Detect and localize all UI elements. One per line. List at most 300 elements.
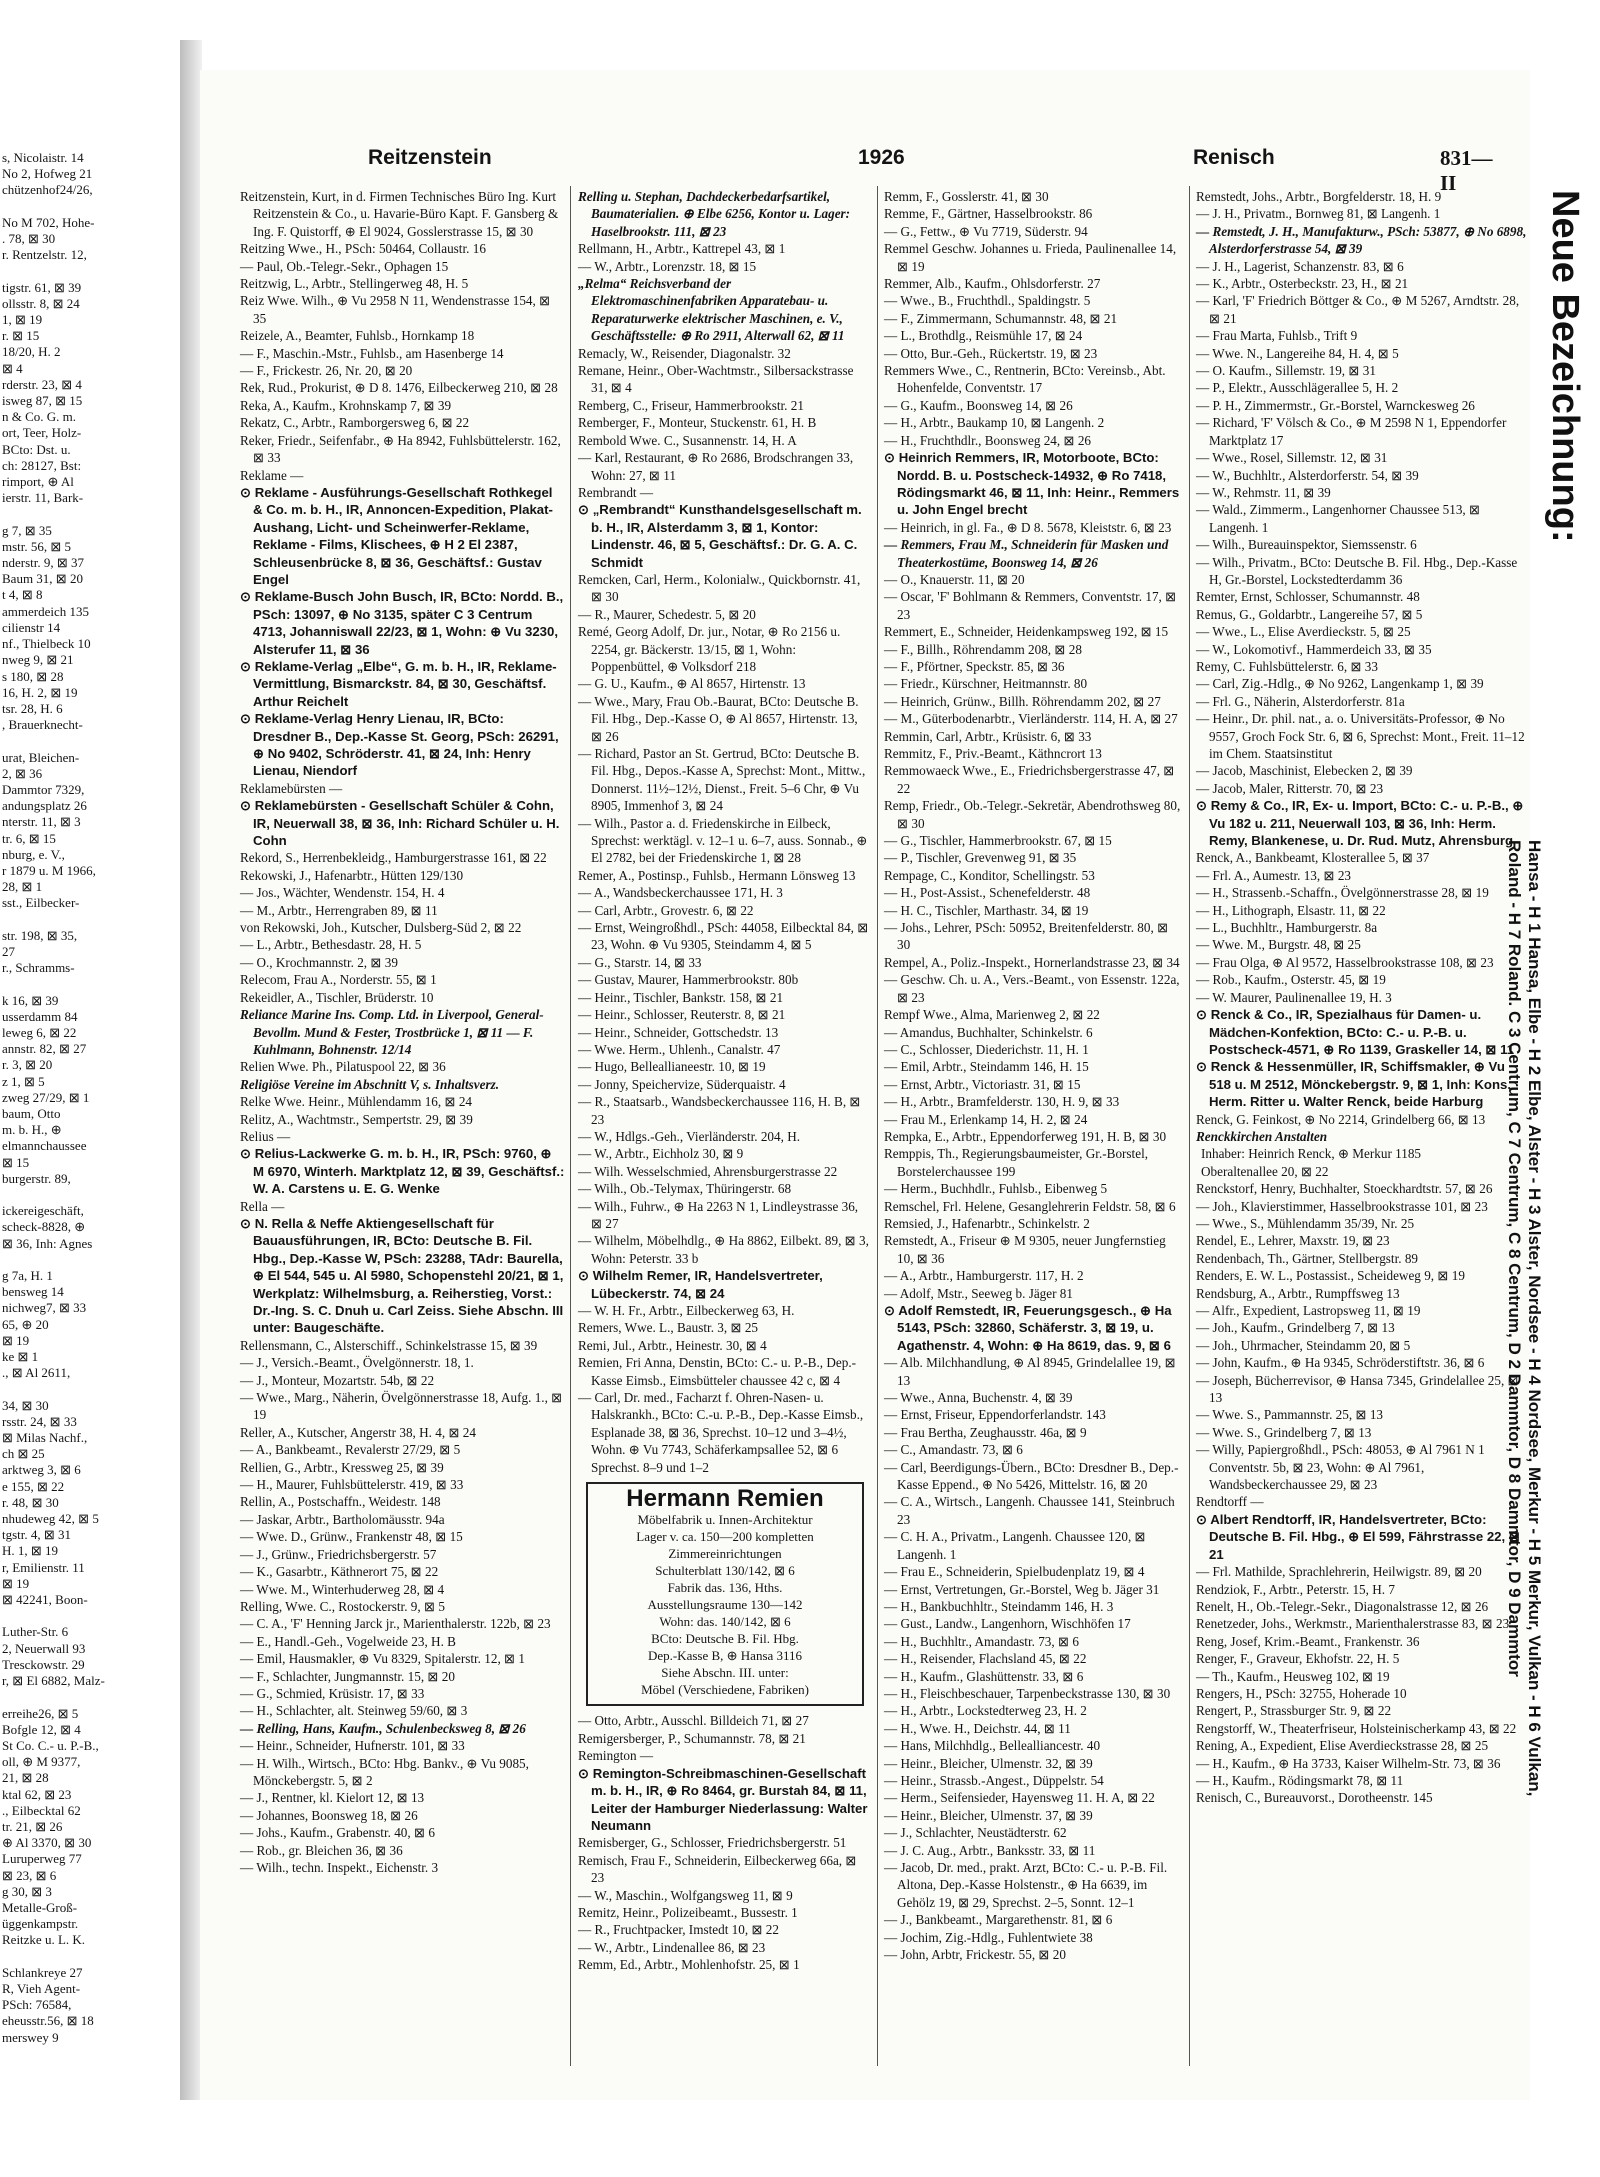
directory-entry: — Johs., Lehrer, PSch: 50952, Breitenfelderstr. 80, ⊠ 30 bbox=[884, 920, 1169, 953]
left-page-line: elmannchaussee bbox=[2, 1138, 87, 1154]
directory-entry: — G., Kaufm., Boonsweg 14, ⊠ 26 bbox=[884, 397, 1073, 413]
directory-entry: — Frau M., Erlenkamp 14, H. 2, ⊠ 24 bbox=[884, 1111, 1088, 1127]
directory-entry: Rendel, E., Lehrer, Maxstr. 19, ⊠ 23 bbox=[1196, 1233, 1390, 1249]
directory-entry: — Frau Olga, ⊕ Al 9572, Hasselbrookstrasse 108, ⊠ 23 bbox=[1196, 954, 1494, 970]
directory-entry: Remi, Jul., Arbtr., Heinestr. 30, ⊠ 4 bbox=[578, 1337, 767, 1353]
directory-entry: Reitzenstein, Kurt, in d. Firmen Technisches Büro Ing. Kurt Reitzenstein & Co., u. Havarie-Büro Kapt. F. Gansberg & Ing. F. Quistorff, ⊕ El 9024, Gosslerstrasse 15, ⊠ 30 bbox=[240, 189, 559, 239]
directory-entry: Reller, A., Kutscher, Angerstr 38, H. 4, ⊠ 24 bbox=[240, 1424, 476, 1440]
directory-entry: — Wilh., Fuhrw., ⊕ Ha 2263 N 1, Lindleystrasse 36, ⊠ 27 bbox=[578, 1198, 859, 1231]
directory-entry: — Wilh., Bureauinspektor, Siemssenstr. 6 bbox=[1196, 537, 1417, 553]
directory-entry: — H., Post-Assist., Schenefelderstr. 48 bbox=[884, 885, 1091, 901]
directory-entry: ⊙ Reklame-Verlag „Elbe“, G. m. b. H., IR, Reklame-Vermittlung, Bismarckstr. 84, ⊠ 30, Geschäftsf. Arthur Reichelt bbox=[240, 658, 557, 709]
left-page-line: ke ⊠ 1 bbox=[2, 1349, 39, 1365]
left-page-line: r. 3, ⊠ 20 bbox=[2, 1057, 53, 1073]
directory-entry: — Frl. G., Näherin, Alsterdorferstr. 81a bbox=[1196, 693, 1405, 709]
directory-entry: Renders, E. W. L., Postassist., Scheideweg 9, ⊠ 19 bbox=[1196, 1268, 1465, 1284]
directory-entry: — Otto, Bur.-Geh., Rückertstr. 19, ⊠ 23 bbox=[884, 345, 1098, 361]
directory-entry: — Joseph, Bücherrevisor, ⊕ Hansa 7345, Grindelallee 25, ⊠ 13 bbox=[1196, 1372, 1519, 1406]
directory-entry: — Karl, 'F' Friedrich Böttger & Co., ⊕ M 5267, Arndtstr. 28, ⊠ 21 bbox=[1196, 293, 1520, 326]
left-page-line: scheck-8828, ⊕ bbox=[2, 1219, 86, 1235]
left-page-line: ⊕ Al 3370, ⊠ 30 bbox=[2, 1835, 92, 1851]
directory-entry: Rella — bbox=[240, 1198, 285, 1214]
left-page-line: annstr. 82, ⊠ 27 bbox=[2, 1041, 87, 1057]
left-page-line: nburg, e. V., bbox=[2, 846, 65, 862]
directory-entry: ⊙ Reklame-Verlag Henry Lienau, IR, BCto: Dresdner B., Dep.-Kasse St. Georg, PSch: 26291, ⊕ No 9402, Schröderstr. 41, ⊠ 24, Inh: Henry Lienau, Niendorf bbox=[240, 711, 559, 779]
left-page-line: rderstr. 23, ⊠ 4 bbox=[2, 376, 82, 392]
left-page-line: 1, ⊠ 19 bbox=[2, 312, 43, 328]
advertisement-line: BCto: Deutsche B. Fil. Hbg. bbox=[651, 1631, 799, 1647]
directory-entry: — Wwe. Herm., Uhlenh., Canalstr. 47 bbox=[578, 1041, 781, 1057]
directory-entry: — L., Arbtr., Bethesdastr. 28, H. 5 bbox=[240, 937, 422, 953]
directory-entry: Rek, Rud., Prokurist, ⊕ D 8. 1476, Eilbeckerweg 210, ⊠ 28 bbox=[240, 380, 558, 396]
directory-entry: — Amandus, Buchhalter, Schinkelstr. 6 bbox=[884, 1024, 1093, 1040]
directory-entry: ⊙ Reklamebürsten - Gesellschaft Schüler & Cohn, IR, Neuerwall 38, ⊠ 36, Inh: Richard Schüler u. H. Cohn bbox=[240, 798, 560, 849]
left-page-line: ammerdeich 135 bbox=[2, 603, 89, 619]
directory-entry: ⊙ Relius-Lackwerke G. m. b. H., IR, PSch: 9760, ⊕ M 6970, Winterh. Marktplatz 12, ⊠ 39, Geschäftsf.: W. A. Carstens u. E. G. Wenke bbox=[240, 1146, 565, 1197]
directory-entry: — M., Güterbodenarbtr., Vierländerstr. 114, H. A, ⊠ 27 bbox=[884, 711, 1178, 727]
directory-entry: ⊙ Renck & Co., IR, Spezialhaus für Damen- u. Mädchen-Konfektion, BCto: C.- u. P.-B. u. Postscheck-4571, ⊕ Ro 1139, Graskeller 14, ⊠ 11 bbox=[1196, 1007, 1515, 1057]
directory-entry: — Wilh., techn. Inspekt., Eichenstr. 3 bbox=[240, 1860, 439, 1875]
directory-entry: — J., Grünw., Friedrichsbergerstr. 57 bbox=[240, 1546, 437, 1562]
directory-entry: — P., Elektr., Ausschlägerallee 5, H. 2 bbox=[1196, 380, 1399, 396]
directory-entry: Remmer, Alb., Kaufm., Ohlsdorferstr. 27 bbox=[884, 276, 1101, 292]
directory-entry: Rellmann, H., Arbtr., Kattrepel 43, ⊠ 1 bbox=[578, 241, 786, 257]
directory-entry: — John, Arbtr, Frickestr. 55, ⊠ 20 bbox=[884, 1947, 1066, 1963]
left-page-line: str. 198, ⊠ 35, bbox=[2, 927, 78, 943]
left-page-line: ⊠ 36, Inh: Agnes bbox=[2, 1235, 93, 1251]
directory-entry: — H., Strassenb.-Schaffn., Övelgönnerstrasse 28, ⊠ 19 bbox=[1196, 885, 1489, 901]
directory-entry: — Remmers, Frau M., Schneiderin für Masken und Theaterkostüme, Boonsweg 14, ⊠ 26 bbox=[884, 537, 1169, 570]
directory-entry: Remberger, F., Monteur, Stuckenstr. 61, H. B bbox=[578, 415, 817, 431]
directory-entry: Renckkirchen Anstalten bbox=[1196, 1128, 1328, 1144]
side-exchange-codes bbox=[1504, 840, 1544, 1796]
directory-entry: ⊙ Wilhelm Remer, IR, Handelsvertreter, Lübeckerstr. 74, ⊠ 24 bbox=[578, 1268, 823, 1301]
directory-entry: — L., Buchhltr., Hamburgerstr. 8a bbox=[1196, 920, 1378, 936]
directory-entry: — W., Arbtr., Eichholz 30, ⊠ 9 bbox=[578, 1146, 744, 1162]
directory-entry: — Frau Marta, Fuhlsb., Trift 9 bbox=[1196, 328, 1358, 344]
directory-entry: — O., Krochmannstr. 2, ⊠ 39 bbox=[240, 954, 398, 970]
column-divider bbox=[570, 186, 571, 2066]
directory-entry: — J., Monteur, Mozartstr. 54b, ⊠ 22 bbox=[240, 1372, 435, 1388]
directory-entry: Rendsburg, A., Arbtr., Rumpffsweg 13 bbox=[1196, 1285, 1400, 1301]
directory-entry: — P. H., Zimmermstr., Gr.-Borstel, Warnckesweg 26 bbox=[1196, 397, 1475, 413]
advertisement-line: Wohn: das. 140/142, ⊠ 6 bbox=[659, 1614, 791, 1630]
directory-entry: — Ernst, Vertretungen, Gr.-Borstel, Weg b. Jäger 31 bbox=[884, 1581, 1160, 1597]
directory-entry: Renck, A., Bankbeamt, Klosterallee 5, ⊠ 37 bbox=[1196, 850, 1430, 866]
directory-entry: — J. H., Privatm., Bornweg 81, ⊠ Langenh. 1 bbox=[1196, 206, 1441, 222]
directory-entry: Remmers Wwe., C., Rentnerin, BCto: Vereinsb., Abt. Hohenfelde, Conventstr. 17 bbox=[884, 363, 1166, 396]
directory-entry: — Rob., gr. Bleichen 36, ⊠ 36 bbox=[240, 1842, 403, 1858]
directory-entry: — P., Tischler, Grevenweg 91, ⊠ 35 bbox=[884, 850, 1077, 866]
directory-entry: Rellensmann, C., Alsterschiff., Schinkelstrasse 15, ⊠ 39 bbox=[240, 1337, 538, 1353]
left-page-line: merswey 9 bbox=[2, 2029, 59, 2045]
page-header bbox=[258, 146, 1508, 195]
left-page-line: Metalle-Groß- bbox=[2, 1899, 78, 1915]
directory-entry: — H., Arbtr., Lockstedterweg 23, H. 2 bbox=[884, 1703, 1087, 1719]
column-1 bbox=[240, 188, 565, 2068]
directory-entry: — F., Schlachter, Jungmannstr. 15, ⊠ 20 bbox=[240, 1668, 455, 1684]
directory-entry: — Johs., Kaufm., Grabenstr. 40, ⊠ 6 bbox=[240, 1825, 435, 1841]
left-page-line: ch: 28127, Bst: bbox=[2, 457, 82, 473]
directory-entry: Reka, A., Kaufm., Krohnskamp 7, ⊠ 39 bbox=[240, 397, 452, 413]
directory-entry: — Jos., Wächter, Wendenstr. 154, H. 4 bbox=[240, 885, 445, 901]
directory-entry: Relecom, Frau A., Norderstr. 55, ⊠ 1 bbox=[240, 972, 437, 988]
directory-entry: Remberg, C., Friseur, Hammerbrookstr. 21 bbox=[578, 397, 804, 413]
directory-entry: — Wilhelm, Möbelhdlg., ⊕ Ha 8862, Eilbekt. 89, ⊠ 3, Wohn: Peterstr. 33 b bbox=[578, 1233, 869, 1266]
left-page-line: rsstr. 24, ⊠ 33 bbox=[2, 1413, 77, 1429]
left-page-line: . 78, ⊠ 30 bbox=[2, 231, 56, 247]
page-number: 831—II bbox=[1440, 146, 1493, 195]
side-notice bbox=[1505, 190, 1588, 2070]
directory-entry: Rekeidler, A., Tischler, Brüderstr. 10 bbox=[240, 989, 434, 1005]
directory-entry: Remstedt, Johs., Arbtr., Borgfelderstr. 18, H. 9 bbox=[1196, 189, 1442, 204]
directory-entry: — G., Schmied, Krüsistr. 17, ⊠ 33 bbox=[240, 1685, 425, 1701]
directory-entry: — John, Kaufm., ⊕ Ha 9345, Schröderstiftstr. 36, ⊠ 6 bbox=[1196, 1355, 1485, 1371]
directory-entry: — W., Arbtr., Lorenzstr. 18, ⊠ 15 bbox=[578, 258, 757, 274]
left-page-line: Bofgle 12, ⊠ 4 bbox=[2, 1721, 81, 1737]
directory-entry: — A., Bankbeamt., Revalerstr 27/29, ⊠ 5 bbox=[240, 1442, 461, 1458]
directory-entry: — R., Staatsarb., Wandsbeckerchaussee 116, H. B, ⊠ 23 bbox=[578, 1094, 861, 1127]
left-page-line: e 155, ⊠ 22 bbox=[2, 1478, 65, 1494]
directory-entry: Remien, Fri Anna, Denstin, BCto: C.- u. P.-B., Dep.-Kasse Eimsb., Eimsbütteler chaussee 42 c, ⊠ 4 bbox=[578, 1355, 857, 1388]
left-page-line: ⊠ 42241, Boon- bbox=[2, 1592, 88, 1608]
directory-entry: — Heinr., Schlosser, Reuterstr. 8, ⊠ 21 bbox=[578, 1007, 786, 1023]
directory-entry: — J. C. Aug., Arbtr., Banksstr. 33, ⊠ 11 bbox=[884, 1842, 1096, 1858]
left-page-line: ch ⊠ 25 bbox=[2, 1446, 45, 1462]
directory-entry: — W., Hdlgs.-Geh., Vierländerstr. 204, H. bbox=[578, 1128, 801, 1144]
directory-entry: — Alb. Milchhandlung, ⊕ Al 8945, Grindelallee 19, ⊠ 13 bbox=[884, 1355, 1176, 1388]
directory-entry: — G., Starstr. 14, ⊠ 33 bbox=[578, 954, 702, 970]
left-page-line: mstr. 56, ⊠ 5 bbox=[2, 538, 72, 554]
left-page-line: BCto: Dst. u. bbox=[2, 441, 71, 457]
left-page-line: üggenkampstr. bbox=[2, 1916, 79, 1932]
left-page-line: t 4, ⊠ 8 bbox=[2, 587, 43, 603]
directory-entry: — K., Gasarbtr., Käthnerort 75, ⊠ 22 bbox=[240, 1564, 439, 1580]
directory-entry: Remmel Geschw. Johannes u. Frieda, Paulinenallee 14, ⊠ 19 bbox=[884, 241, 1177, 274]
directory-entry: — H., Arbtr., Bramfelderstr. 130, H. 9, ⊠ 33 bbox=[884, 1094, 1120, 1110]
directory-entry: — W., Buchhltr., Alsterdorferstr. 54, ⊠ 39 bbox=[1196, 467, 1419, 483]
directory-entry: — F., Zimmermann, Schumannstr. 48, ⊠ 21 bbox=[884, 310, 1118, 326]
directory-entry: — Wwe. N., Langereihe 84, H. 4, ⊠ 5 bbox=[1196, 345, 1399, 361]
directory-entry: — Ernst, Arbtr., Victoriastr. 31, ⊠ 15 bbox=[884, 1076, 1081, 1092]
directory-entry: — Wwe., B., Fruchthdl., Spaldingstr. 5 bbox=[884, 293, 1091, 309]
directory-entry: — K., Arbtr., Osterbeckstr. 23, H., ⊠ 21 bbox=[1196, 276, 1409, 292]
directory-entry: — Karl, Restaurant, ⊕ Ro 2686, Brodschrangen 33, Wohn: 27, ⊠ 11 bbox=[578, 450, 854, 483]
left-page-line: leweg 6, ⊠ 22 bbox=[2, 1024, 77, 1040]
column-3 bbox=[884, 188, 1184, 2068]
directory-entry: — Joh., Uhrmacher, Steindamm 20, ⊠ 5 bbox=[1196, 1337, 1411, 1353]
directory-entry: — H., Kaufm., ⊕ Ha 3733, Kaiser Wilhelm-Str. 73, ⊠ 36 bbox=[1196, 1755, 1501, 1771]
left-page-line: bensweg 14 bbox=[2, 1284, 64, 1300]
left-page-line: nterstr. 11, ⊠ 3 bbox=[2, 814, 81, 830]
left-page-line: PSch: 76584, bbox=[2, 1997, 72, 2013]
directory-entry: Relius — bbox=[240, 1128, 291, 1144]
directory-entry: — F., Frickestr. 26, Nr. 20, ⊠ 20 bbox=[240, 363, 413, 379]
directory-entry: — Frl. A., Aumestr. 13, ⊠ 23 bbox=[1196, 867, 1352, 883]
directory-entry: — Carl, Beerdigungs-Übern., BCto: Dresdner B., Dep.-Kasse Eppend., ⊕ No 5426, Mittelstr. 16, ⊠ 20 bbox=[884, 1459, 1179, 1493]
directory-entry: — Alfr., Expedient, Lastropsweg 11, ⊠ 19 bbox=[1196, 1303, 1421, 1318]
directory-entry: Remitz, Heinr., Polizeibeamt., Bussestr. 1 bbox=[578, 1904, 798, 1920]
left-page-line: tgstr. 4, ⊠ 31 bbox=[2, 1527, 72, 1543]
directory-entry: — Wwe., L., Elise Averdieckstr. 5, ⊠ 25 bbox=[1196, 624, 1411, 640]
directory-entry: — J., Versich.-Beamt., Övelgönnerstr. 18, 1. bbox=[240, 1355, 474, 1371]
directory-entry: — Wwe., Anna, Buchenstr. 4, ⊠ 39 bbox=[884, 1390, 1073, 1406]
directory-entry: — F., Billh., Röhrendamm 208, ⊠ 28 bbox=[884, 641, 1082, 657]
directory-entry: Remp, Friedr., Ob.-Telegr.-Sekretär, Abendrothsweg 80, ⊠ 30 bbox=[884, 798, 1181, 831]
directory-entry: Relien Wwe. Ph., Pilatuspool 22, ⊠ 36 bbox=[240, 1059, 446, 1075]
left-page-line: zweg 27/29, ⊠ 1 bbox=[2, 1089, 90, 1105]
directory-entry: Remstedt, A., Friseur ⊕ M 9305, neuer Jungfernstieg 10, ⊠ 36 bbox=[884, 1233, 1166, 1266]
left-page-line: r, ⊠ El 6882, Malz- bbox=[2, 1673, 105, 1689]
left-page-line: R, Vieh Agent- bbox=[2, 1980, 81, 1996]
directory-entry: Rendtorff — bbox=[1196, 1494, 1264, 1510]
directory-entry: Remmitz, F., Priv.-Beamt., Käthncrort 13 bbox=[884, 746, 1102, 761]
directory-entry: Remane, Heinr., Ober-Wachtmstr., Silbersackstrasse 31, ⊠ 4 bbox=[578, 363, 854, 396]
left-page-line: Schlankreye 27 bbox=[2, 1964, 83, 1980]
directory-entry: Rengers, H., PSch: 32755, Hoheradе 10 bbox=[1196, 1685, 1407, 1701]
left-page-line: r., Schramms- bbox=[2, 960, 75, 976]
left-page-line: g 7, ⊠ 35 bbox=[2, 522, 52, 538]
directory-entry: Remm, F., Gosslerstr. 41, ⊠ 30 bbox=[884, 189, 1049, 204]
side-line-2: Roland - H 7 Roland. C 3 Centrum, C 7 Centrum, C 8 Centrum, D 2 Dammtor, D 8 Dammtor, D 9 Dammtor bbox=[1505, 840, 1524, 1677]
left-page-line: ., ⊠ Al 2611, bbox=[2, 1365, 71, 1381]
directory-entry: Rempka, E., Arbtr., Eppendorferweg 191, H. B, ⊠ 30 bbox=[884, 1128, 1167, 1144]
advertisement-line: Lager v. ca. 150—200 kompletten bbox=[636, 1529, 814, 1545]
advertisement-title: Hermann Remien bbox=[626, 1485, 824, 1513]
directory-entry: „Relma“ Reichsverband der Elektromaschinenfabriken Apparatebau- u. Reparaturwerke elektrischer Maschinen, e. V., Geschäftsstelle: ⊕ Ro 2911, Alterwall 62, ⊠ 11 bbox=[578, 276, 845, 344]
left-page-line: burgerstr. 89, bbox=[2, 1170, 71, 1186]
directory-entry: — Gustav, Maurer, Hammerbrookstr. 80b bbox=[578, 972, 799, 988]
left-page-line: erreihe26, ⊠ 5 bbox=[2, 1705, 79, 1721]
directory-entry: — Richard, 'F' Völsch & Co., ⊕ M 2598 N 1, Eppendorfer Marktplatz 17 bbox=[1196, 415, 1507, 448]
directory-entry: — H. C., Tischler, Marthastr. 34, ⊠ 19 bbox=[884, 902, 1089, 918]
directory-entry: Relling, Wwe. C., Rostockerstr. 9, ⊠ 5 bbox=[240, 1598, 445, 1614]
directory-entry: Remé, Georg Adolf, Dr. jur., Notar, ⊕ Ro 2156 u. 2254, gr. Bäckerstr. 13/15, ⊠ 1, Wohn: Poppenbüttel, ⊕ Volksdorf 218 bbox=[578, 624, 841, 674]
advertisement-line: Siehe Abschn. III. unter: bbox=[661, 1665, 789, 1681]
directory-entry: — H., Kaufm., Glashüttenstr. 33, ⊠ 6 bbox=[884, 1668, 1084, 1684]
left-page-line: usserdamm 84 bbox=[2, 1008, 78, 1024]
directory-entry: — W., Arbtr., Lindenallee 86, ⊠ 23 bbox=[578, 1939, 766, 1955]
directory-entry: — Wilh. Wesselschmied, Ahrensburgerstrasse 22 bbox=[578, 1163, 838, 1179]
directory-entry: — H., Arbtr., Baukamp 10, ⊠ Langenh. 2 bbox=[884, 415, 1105, 431]
directory-entry: Rembrandt — bbox=[578, 484, 654, 500]
left-page-fragment bbox=[0, 150, 178, 2045]
directory-entry: — Joh., Klavierstimmer, Hasselbrookstrasse 101, ⊠ 23 bbox=[1196, 1198, 1488, 1214]
directory-entry: Remy, C. Fuhlsbüttelerstr. 6, ⊠ 33 bbox=[1196, 658, 1378, 674]
left-page-line: 28, ⊠ 1 bbox=[2, 879, 43, 895]
left-page-line: Reitzke u. L. K. bbox=[2, 1932, 86, 1948]
directory-entry: — Wwe., Marg., Näherin, Övelgönnerstrasse 18, Aufg. 1., ⊠ 19 bbox=[240, 1390, 563, 1423]
directory-entry: — Emil, Hausmakler, ⊕ Vu 8329, Spitalerstr. 12, ⊠ 1 bbox=[240, 1651, 525, 1667]
left-page-line: 21, ⊠ 28 bbox=[2, 1770, 49, 1786]
directory-entry: — Ernst, Friseur, Eppendorferlandstr. 143 bbox=[884, 1407, 1106, 1423]
left-page-line: ⊠ 19 bbox=[2, 1575, 30, 1591]
directory-entry: Remisberger, G., Schlosser, Friedrichsbergerstr. 51 bbox=[578, 1835, 847, 1851]
directory-entry: — Joh., Kaufm., Grindelberg 7, ⊠ 13 bbox=[1196, 1320, 1395, 1336]
directory-entry: — Wwe., Mary, Frau Ob.-Baurat, BCto: Deutsche B. Fil. Hbg., Dep.-Kasse O, ⊕ Al 8657, Hirtenstr. 13, ⊠ 26 bbox=[578, 693, 859, 744]
left-page-line: Baum 31, ⊠ 20 bbox=[2, 571, 83, 587]
directory-entry: — J., Bankbeamt., Margarethenstr. 81, ⊠ 6 bbox=[884, 1912, 1113, 1928]
directory-entry: — Wilh., Pastor a. d. Friedenskirche in Eilbeck, Sprechst: werktägl. v. 12–1 u. 6–7, auss. Sonnab., ⊕ El 2782, bei der Friedenskirche 1, ⊠ 28 bbox=[578, 815, 868, 866]
left-page-line: rimport, ⊕ Al bbox=[2, 474, 74, 490]
directory-entry: Rekord, S., Herrenbekleidg., Hamburgerstrasse 161, ⊠ 22 bbox=[240, 850, 547, 866]
directory-entry: — Carl, Dr. med., Facharzt f. Ohren-Nasen- u. Halskrankh., BCto: C.-u. P.-B., Dep.-Kasse Eimsb., Esplanade 38, ⊠ 36, Sprechst. 10–12 und 3–4½, Wohn. ⊕ Vu 7743, Schäferkampsallee 52, ⊠ 6 Sprechst. 8–9 und 1–2 bbox=[578, 1390, 864, 1475]
left-page-line: nderstr. 9, ⊠ 37 bbox=[2, 555, 85, 571]
left-page-line bbox=[2, 1187, 178, 1203]
left-page-line: ollsstr. 8, ⊠ 24 bbox=[2, 295, 80, 311]
advertisement-line: Ausstellungsraume 130—142 bbox=[647, 1597, 803, 1613]
directory-entry: — Heinr., Bleicher, Ulmenstr. 32, ⊠ 39 bbox=[884, 1755, 1093, 1771]
directory-entry: — C. A., 'F' Henning Jarck jr., Marienthalerstr. 122b, ⊠ 23 bbox=[240, 1616, 551, 1632]
directory-entry: — Heinrich, Grünw., Billh. Röhrendamm 202, ⊠ 27 bbox=[884, 693, 1161, 709]
left-page-line bbox=[2, 1689, 178, 1705]
advertisement-box bbox=[586, 1482, 864, 1706]
directory-entry: — M., Arbtr., Herrengraben 89, ⊠ 11 bbox=[240, 902, 438, 918]
left-page-line: nichweg7, ⊠ 33 bbox=[2, 1300, 87, 1316]
directory-entry: Reliance Marine Ins. Comp. Ltd. in Liverpool, General-Bevollm. Mund & Fester, Trostbrücke 1, ⊠ 11 — F. Kuhlmann, Bohnenstr. 12/14 bbox=[240, 1007, 544, 1057]
left-page-line: Dammtor 7329, bbox=[2, 781, 85, 797]
directory-entry: — W., Maschin., Wolfgangsweg 11, ⊠ 9 bbox=[578, 1887, 793, 1903]
left-page-line: nhudeweg 42, ⊠ 5 bbox=[2, 1511, 99, 1527]
directory-entry: Remppis, Th., Regierungsbaumeister, Gr.-Borstel, Borstelerchaussee 199 bbox=[884, 1146, 1149, 1179]
directory-entry: — Carl, Arbtr., Grovestr. 6, ⊠ 22 bbox=[578, 902, 754, 918]
directory-entry: — J., Schlachter, Neustädterstr. 62 bbox=[884, 1825, 1067, 1841]
left-page-line: r. ⊠ 15 bbox=[2, 328, 40, 344]
directory-entry: — Remstedt, J. H., Manufakturw., PSch: 53877, ⊕ No 6898, Alsterdorferstrasse 54, ⊠ 39 bbox=[1196, 223, 1527, 257]
left-page-line: No 2, Hofweg 21 bbox=[2, 166, 93, 182]
directory-entry: Reklame — bbox=[240, 467, 304, 483]
directory-entry: Remcken, Carl, Herm., Kolonialw., Quickbornstr. 41, ⊠ 30 bbox=[578, 571, 861, 605]
left-page-line: r 1879 u. M 1966, bbox=[2, 862, 96, 878]
directory-entry: — H., Buchhltr., Amandastr. 73, ⊠ 6 bbox=[884, 1633, 1079, 1649]
directory-entry: — G., Fettw., ⊕ Vu 7719, Süderstr. 94 bbox=[884, 223, 1088, 239]
directory-entry: — Herm., Buchhdlr., Fuhlsb., Eibenweg 5 bbox=[884, 1181, 1108, 1197]
directory-entry: — Heinr., Dr. phil. nat., a. o. Universitäts-Professor, ⊕ No 9557, Groch Fock Str. 6, ⊠ 6, Sprechst: Mont., Freit. 11–12 im Chem. Staatsinstitut bbox=[1196, 711, 1525, 761]
left-page-line: tsr. 28, H. 6 bbox=[2, 700, 63, 716]
directory-entry: Rempage, C., Konditor, Schellingstr. 53 bbox=[884, 867, 1095, 883]
directory-entry: Reitzwig, L., Arbtr., Stellingerweg 48, H. 5 bbox=[240, 276, 469, 292]
directory-entry: Rembold Wwe. C., Susannenstr. 14, H. A bbox=[578, 432, 797, 448]
left-page-line: , Brauerknecht- bbox=[2, 717, 83, 733]
directory-entry: — Frl. Mathilde, Sprachlehrerin, Heilwigstr. 89, ⊠ 20 bbox=[1196, 1564, 1482, 1580]
left-page-line: nf., Thielbeck 10 bbox=[2, 636, 91, 652]
directory-entry: Remington — bbox=[578, 1748, 654, 1764]
directory-entry: — R., Fruchtpacker, Imstedt 10, ⊠ 22 bbox=[578, 1922, 779, 1938]
directory-entry: — A., Arbtr., Hamburgerstr. 117, H. 2 bbox=[884, 1268, 1084, 1284]
directory-entry: ⊙ Renck & Hessenmüller, IR, Schiffsmakler, ⊕ Vu 518 u. M 2512, Mönckebergstr. 9, ⊠ 1, Inh: Kons. Herm. Ritter u. Walter Renck, beide Harburg bbox=[1196, 1059, 1511, 1110]
side-title: Neue Bezeichnung: bbox=[1544, 190, 1586, 543]
left-page-line: n & Co. G. m. bbox=[2, 409, 77, 425]
left-page-line: urat, Bleichen- bbox=[2, 749, 80, 765]
directory-entry: Rempel, A., Poliz.-Inspekt., Hornerlandstrasse 23, ⊠ 34 bbox=[884, 954, 1180, 970]
left-page-line bbox=[2, 912, 178, 928]
directory-entry: — Wwe. S., Pammannstr. 25, ⊠ 13 bbox=[1196, 1407, 1384, 1423]
directory-entry: — Gust., Landw., Langenhorn, Wischhöfen 17 bbox=[884, 1616, 1131, 1632]
directory-entry: Remmert, E., Schneider, Heidenkampsweg 192, ⊠ 15 bbox=[884, 624, 1169, 640]
column-divider bbox=[877, 186, 878, 2066]
left-page-line: oll, ⊕ M 9377, bbox=[2, 1754, 81, 1770]
directory-entry: Rendziok, F., Arbtr., Peterstr. 15, H. 7 bbox=[1196, 1581, 1395, 1597]
directory-entry: — Herm., Seifensieder, Hayensweg 11. H. A, ⊠ 22 bbox=[884, 1790, 1155, 1806]
left-page-line: tr. 21, ⊠ 26 bbox=[2, 1818, 63, 1834]
left-page-line: k 16, ⊠ 39 bbox=[2, 992, 59, 1008]
directory-entry: Rempf Wwe., Alma, Marienweg 2, ⊠ 22 bbox=[884, 1007, 1100, 1023]
directory-entry: — Heinr., Tischler, Bankstr. 158, ⊠ 21 bbox=[578, 989, 784, 1005]
directory-entry: — Geschw. Ch. u. A., Vers.-Beamt., von Essenstr. 122a, ⊠ 23 bbox=[884, 972, 1180, 1005]
left-page-line: 2, Neuerwall 93 bbox=[2, 1640, 86, 1656]
directory-entry: — G., Tischler, Hammerbrookstr. 67, ⊠ 15 bbox=[884, 833, 1112, 849]
directory-entry: — Jochim, Zig.-Hdlg., Fuhlentwiete 38 bbox=[884, 1929, 1093, 1945]
directory-entry: — H., Reisender, Flachsland 45, ⊠ 22 bbox=[884, 1651, 1087, 1667]
directory-entry: — G. U., Kaufm., ⊕ Al 8657, Hirtenstr. 13 bbox=[578, 676, 806, 692]
left-page-line: Luther-Str. 6 bbox=[2, 1624, 69, 1640]
directory-entry: — Jacob, Maschinist, Elebecken 2, ⊠ 39 bbox=[1196, 763, 1413, 779]
directory-entry: — H., Schlachter, alt. Steinweg 59/60, ⊠ 3 bbox=[240, 1703, 468, 1719]
directory-entry: — Carl, Zig.-Hdlg., ⊕ No 9262, Langenkamp 1, ⊠ 39 bbox=[1196, 676, 1484, 692]
directory-entry: Remsied, J., Hafenarbtr., Schinkelstr. 2 bbox=[884, 1215, 1090, 1231]
directory-entry: — Frau E., Schneiderin, Spielbudenplatz 19, ⊠ 4 bbox=[884, 1564, 1145, 1580]
header-year: 1926 bbox=[858, 146, 905, 169]
directory-entry: Renckstorf, Henry, Buchhalter, Stoeckhardtstr. 57, ⊠ 26 bbox=[1196, 1181, 1493, 1197]
directory-entry: Renisch, C., Bureauvorst., Dorotheenstr. 145 bbox=[1196, 1790, 1433, 1806]
left-page-line bbox=[2, 1949, 178, 1965]
directory-entry: Remus, G., Goldarbtr., Langereihe 57, ⊠ 5 bbox=[1196, 606, 1423, 622]
left-page-line: ⊠ Milas Nachf., bbox=[2, 1430, 88, 1446]
directory-entry: Rellin, A., Postschaffn., Weidestr. 148 bbox=[240, 1494, 441, 1510]
directory-entry: — Wald., Zimmerm., Langenhorner Chaussee 513, ⊠ Langenh. 1 bbox=[1196, 502, 1481, 535]
directory-entry: — Rob., Kaufm., Osterstr. 45, ⊠ 19 bbox=[1196, 972, 1386, 988]
directory-entry: ⊙ „Rembrandt“ Kunsthandelsgesellschaft m. b. H., IR, Alsterdamm 3, ⊠ 1, Kontor: Lindenstr. 46, ⊠ 5, Geschäftsf.: Dr. G. A. C. Schmidt bbox=[578, 502, 862, 570]
left-page-line: 27 bbox=[2, 943, 15, 959]
header-left-word: Reitzenstein bbox=[368, 146, 492, 169]
directory-entry: Relke Wwe. Heinr., Mühlendamm 16, ⊠ 24 bbox=[240, 1094, 473, 1110]
left-page-line: nweg 9, ⊠ 21 bbox=[2, 652, 74, 668]
directory-entry: — Wwe. D., Grünw., Frankenstr 48, ⊠ 15 bbox=[240, 1529, 463, 1545]
left-page-line: tigstr. 61, ⊠ 39 bbox=[2, 279, 82, 295]
left-page-line: chützenhof24/26, bbox=[2, 182, 93, 198]
directory-entry: — Jaskar, Arbtr., Bartholomäusstr. 94a bbox=[240, 1511, 445, 1527]
directory-entry: Reiz Wwe. Wilh., ⊕ Vu 2958 N 11, Wendenstrasse 154, ⊠ 35 bbox=[240, 293, 551, 326]
directory-entry: Reizele, A., Beamter, Fuhlsb., Hornkamp 18 bbox=[240, 328, 475, 344]
directory-entry: Rekowski, J., Hafenarbtr., Hütten 129/130 bbox=[240, 867, 464, 883]
side-line-1: Hansa - H 1 Hansa, Elbe - H 2 Elbe, Alster - H 3 Alster, Nordsee - H 4 Nordsee, Merkur - H 5 Merkur, Vulkan - H 6 Vulkan, bbox=[1525, 840, 1544, 1797]
directory-entry: Reker, Friedr., Seifenfabr., ⊕ Ha 8942, Fuhlsbüttelerstr. 162, ⊠ 33 bbox=[240, 432, 561, 466]
book-gutter bbox=[180, 40, 202, 2100]
column-2 bbox=[578, 188, 872, 2068]
left-page-line: 16, H. 2, ⊠ 19 bbox=[2, 684, 78, 700]
directory-entry: — O. Kaufm., Sillemstr. 19, ⊠ 31 bbox=[1196, 363, 1376, 379]
directory-entry: Remschel, Frl. Helene, Gesanglehrerin Feldstr. 58, ⊠ 6 bbox=[884, 1198, 1176, 1214]
directory-entry: — A., Wandsbeckerchaussee 171, H. 3 bbox=[578, 885, 783, 901]
directory-entry: Remisch, Frau F., Schneiderin, Eilbeckerweg 66a, ⊠ 23 bbox=[578, 1852, 857, 1886]
directory-entry: — Hans, Milchhdlg., Bellealliancestr. 40 bbox=[884, 1738, 1101, 1754]
directory-entry: — Heinr., Schneider, Hufnerstr. 101, ⊠ 33 bbox=[240, 1738, 465, 1754]
left-page-line: No M 702, Hohe- bbox=[2, 214, 95, 230]
directory-entry: Rellien, G., Arbtr., Kressweg 25, ⊠ 39 bbox=[240, 1459, 444, 1475]
left-page-line bbox=[2, 1608, 178, 1624]
directory-entry: Remers, Wwe. L., Baustr. 3, ⊠ 25 bbox=[578, 1320, 759, 1336]
directory-entry: — W., Lokomotivf., Hammerdeich 33, ⊠ 35 bbox=[1196, 641, 1432, 657]
directory-entry: Rendenbach, Th., Gärtner, Stellbergstr. 89 bbox=[1196, 1250, 1419, 1266]
directory-entry: — Adolf, Mstr., Seeweg b. Jäger 81 bbox=[884, 1285, 1073, 1301]
left-page-line: baum, Otto bbox=[2, 1105, 61, 1121]
directory-entry: — H. Wilh., Wirtsch., BCto: Hbg. Bankv., ⊕ Vu 9085, Mönckebergstr. 5, ⊠ 2 bbox=[240, 1755, 529, 1788]
header-right-word: Renisch bbox=[1193, 146, 1275, 169]
left-page-line: arktweg 3, ⊠ 6 bbox=[2, 1462, 81, 1478]
directory-entry: ⊙ Heinrich Remmers, IR, Motorboote, BCto: Nordd. B. u. Postscheck-14932, ⊕ Ro 7418, Rödingsmarkt 46, ⊠ 11, Inh: Heinr., Remmers u. John Engel brecht bbox=[884, 450, 1180, 518]
directory-entry: — Relling, Hans, Kaufm., Schulenbecksweg 8, ⊠ 26 bbox=[240, 1720, 526, 1736]
directory-entry: Remmowaeck Wwe., E., Friedrichsbergerstrasse 47, ⊠ 22 bbox=[884, 763, 1175, 796]
